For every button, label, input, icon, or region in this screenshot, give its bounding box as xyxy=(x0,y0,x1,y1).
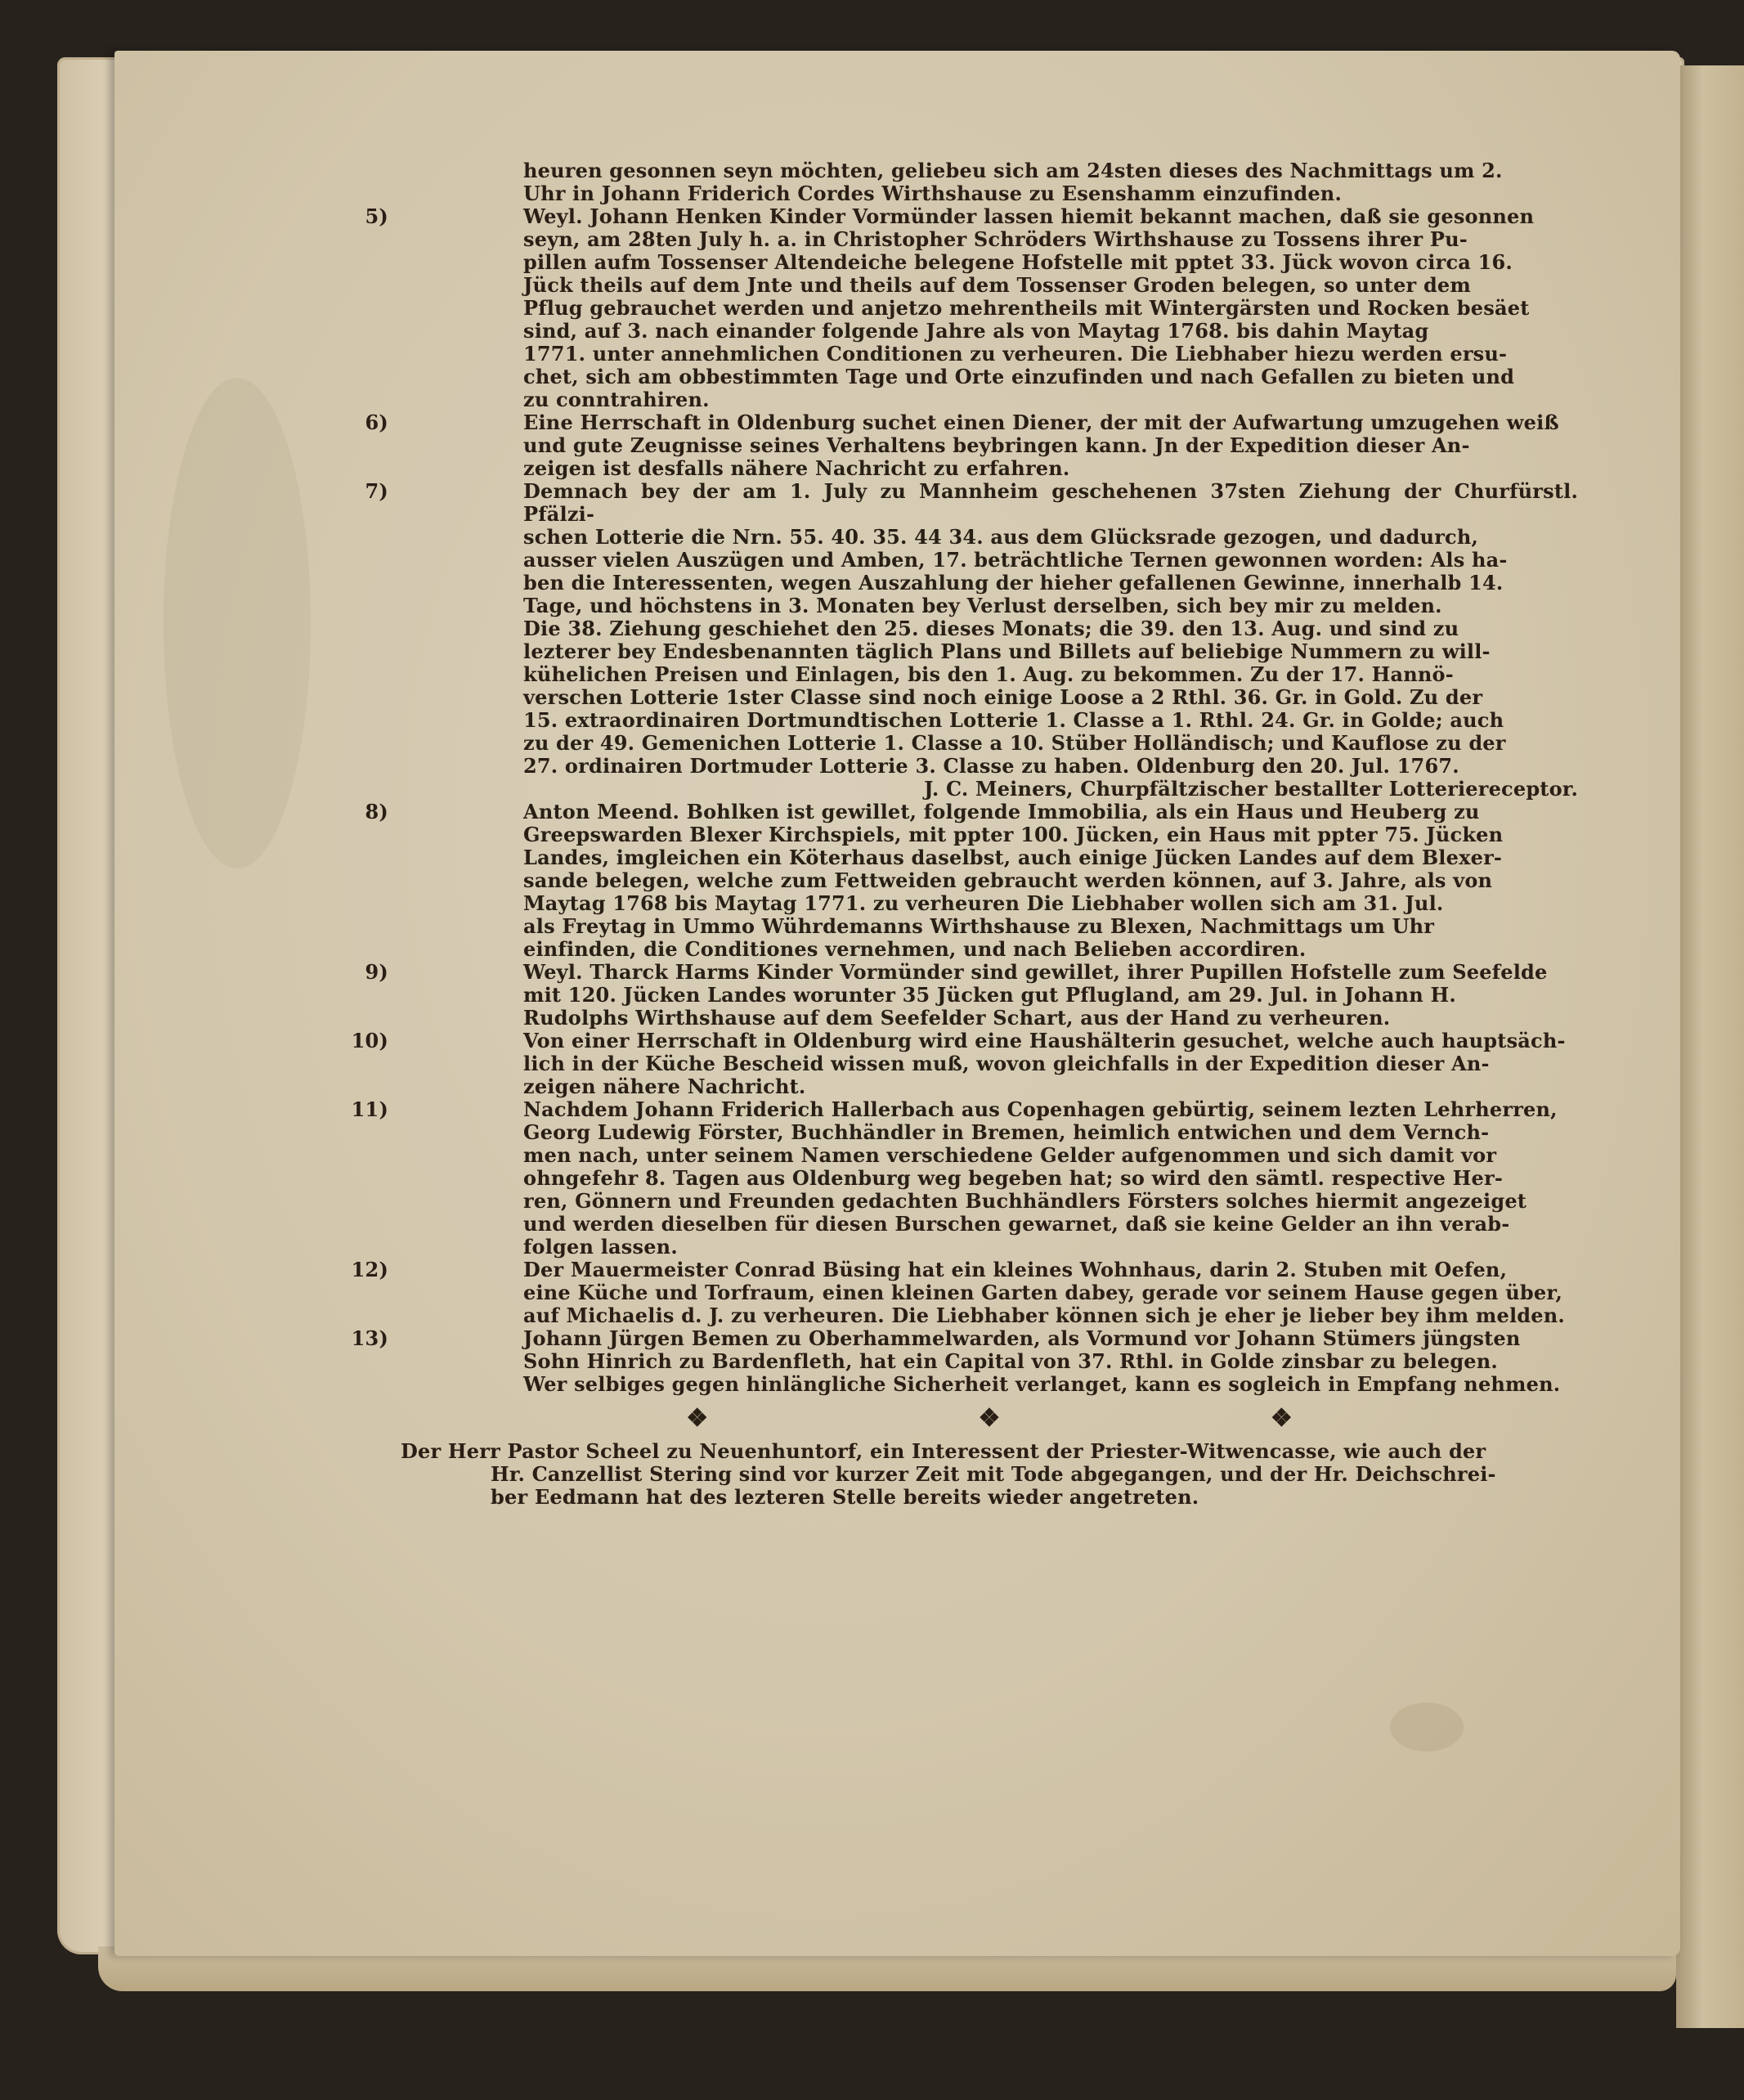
text-line: Jück theils auf dem Jnte und theils auf dem Tossenser Groden belegen, so unter dem xyxy=(523,273,1471,297)
text-line: Der Mauermeister Conrad Büsing hat ein kleines Wohnhaus, darin 2. Stuben mit Oefen, xyxy=(523,1258,1508,1281)
ornament-divider: ❖ ❖ ❖ xyxy=(686,1404,1423,1433)
announcement-entry xyxy=(365,960,1578,1030)
death-notice xyxy=(401,1440,1578,1509)
announcement-entry xyxy=(365,411,1578,480)
text-line: Maytag 1768 bis Maytag 1771. zu verheuren Die Liebhaber wollen sich am 31. Jul. xyxy=(523,891,1444,915)
text-line: Eine Herrschaft in Oldenburg suchet einen Diener, der mit der Aufwartung umzugehen weiß xyxy=(523,411,1559,434)
signature-line: J. C. Meiners, Churpfältzischer bestallter Lotteriereceptor. xyxy=(924,777,1578,801)
text-line: chet, sich am obbestimmten Tage und Orte einzufinden und nach Gefallen zu bieten und xyxy=(523,365,1515,388)
entry-number: 7) xyxy=(365,479,388,503)
announcement-entry xyxy=(351,1258,1578,1327)
text-line: ohngefehr 8. Tagen aus Oldenburg weg begeben hat; so wird den sämtl. respective Her- xyxy=(523,1166,1503,1190)
text-line: verschen Lotterie 1ster Classe sind noch einige Loose a 2 Rthl. 36. Gr. in Gold. Zu der xyxy=(523,685,1483,709)
text-line: auf Michaelis d. J. zu verheuren. Die Liebhaber können sich je eher je lieber bey ihm melden. xyxy=(523,1304,1565,1327)
text-line: mit 120. Jücken Landes worunter 35 Jücken gut Pflugland, am 29. Jul. in Johann H. xyxy=(523,983,1456,1007)
announcement-entry xyxy=(365,204,1578,411)
text-line: zeigen nähere Nachricht. xyxy=(523,1075,806,1098)
text-line: pillen aufm Tossenser Altendeiche belegene Hofstelle mit pptet 33. Jück wovon circa 16. xyxy=(523,250,1513,274)
entry-number: 12) xyxy=(351,1258,388,1281)
text-line: Johann Jürgen Bemen zu Oberhammelwarden, als Vormund vor Johann Stümers jüngsten xyxy=(523,1326,1521,1350)
text-line: Rudolphs Wirthshause auf dem Seefelder Schart, aus der Hand zu verheuren. xyxy=(523,1006,1391,1030)
intro-paragraph xyxy=(523,159,1578,205)
text-line: folgen lassen. xyxy=(523,1235,678,1259)
text-line: Die 38. Ziehung geschiehet den 25. dieses Monats; die 39. den 13. Aug. und sind zu xyxy=(523,617,1459,640)
text-line: lezterer bey Endesbenannten täglich Plans und Billets auf beliebige Nummern zu will- xyxy=(523,639,1491,663)
text-line: sande belegen, welche zum Fettweiden gebraucht werden können, auf 3. Jahre, als von xyxy=(523,868,1493,892)
paper-stain xyxy=(1390,1703,1464,1752)
text-line: 15. extraordinairen Dortmundtischen Lotterie 1. Classe a 1. Rthl. 24. Gr. in Golde; auch xyxy=(523,708,1504,732)
entry-number: 5) xyxy=(365,204,388,228)
text-line: Hr. Canzellist Stering sind vor kurzer Zeit mit Tode abgegangen, und der Hr. Deichschrei- xyxy=(491,1462,1496,1486)
text-line: men nach, unter seinem Namen verschiedene Gelder aufgenommen und sich damit vor xyxy=(523,1143,1497,1167)
text-line: Georg Ludewig Förster, Buchhändler in Bremen, heimlich entwichen und dem Vernch- xyxy=(523,1120,1490,1144)
entry-number: 9) xyxy=(365,960,388,984)
text-line: 1771. unter annehmlichen Conditionen zu verheuren. Die Liebhaber hiezu werden ersu- xyxy=(523,342,1508,366)
text-line: eine Küche und Torfraum, einen kleinen Garten dabey, gerade vor seinem Hause gegen über, xyxy=(523,1281,1563,1304)
text-line: zu der 49. Gemenichen Lotterie 1. Classe a 10. Stüber Holländisch; und Kauflose zu der xyxy=(523,731,1506,755)
text-line: Uhr in Johann Friderich Cordes Wirthshause zu Esenshamm einzufinden. xyxy=(523,182,1342,205)
entry-number: 8) xyxy=(365,800,388,823)
text-line: ben die Interessenten, wegen Auszahlung der hieher gefallenen Gewinne, innerhalb 14. xyxy=(523,571,1504,595)
announcement-list xyxy=(351,204,1578,1396)
text-line: als Freytag in Ummo Wührdemanns Wirthshause zu Blexen, Nachmittags um Uhr xyxy=(523,914,1435,938)
text-line: Nachdem Johann Friderich Hallerbach aus Copenhagen gebürtig, seinem lezten Lehrherren, xyxy=(523,1097,1558,1121)
entry-number: 6) xyxy=(365,411,388,434)
text-line: Tage, und höchstens in 3. Monaten bey Verlust derselben, sich bey mir zu melden. xyxy=(523,594,1442,617)
announcement-entry xyxy=(351,1326,1578,1396)
text-line: lich in der Küche Bescheid wissen muß, wovon gleichfalls in der Expedition dieser An- xyxy=(523,1052,1490,1075)
text-line: ren, Gönnern und Freunden gedachten Buchhändlers Försters solches hiermit angezeiget xyxy=(523,1189,1527,1213)
text-line: Wer selbiges gegen hinlängliche Sicherheit verlanget, kann es sogleich in Empfang nehmen. xyxy=(523,1372,1561,1396)
text-line: Demnach bey der am 1. July zu Mannheim geschehenen 37sten Ziehung der Churfürstl. Pfälzi- xyxy=(523,479,1578,526)
announcement-entry xyxy=(365,479,1578,801)
text-line: Von einer Herrschaft in Oldenburg wird eine Haushälterin gesuchet, welche auch hauptsäch- xyxy=(523,1029,1566,1052)
text-line: Landes, imgleichen ein Köterhaus daselbst, auch einige Jücken Landes auf dem Blexer- xyxy=(523,846,1503,869)
entry-number: 11) xyxy=(351,1097,388,1121)
text-line: zu conntrahiren. xyxy=(523,388,710,411)
text-line: schen Lotterie die Nrn. 55. 40. 35. 44 34. aus dem Glücksrade gezogen, und dadurch, xyxy=(523,525,1479,549)
text-line: Der Herr Pastor Scheel zu Neuenhuntorf, ein Interessent der Priester-Witwencasse, wie auch der xyxy=(401,1439,1486,1463)
text-line: und werden dieselben für diesen Burschen gewarnet, daß sie keine Gelder an ihn verab- xyxy=(523,1212,1510,1236)
text-line: Weyl. Johann Henken Kinder Vormünder lassen hiemit bekannt machen, daß sie gesonnen xyxy=(523,204,1535,228)
facing-page-edge xyxy=(1676,65,1744,2028)
announcement-entry xyxy=(351,1097,1578,1259)
text-line: ber Eedmann hat des lezteren Stelle bereits wieder angetreten. xyxy=(491,1485,1199,1509)
text-line: ausser vielen Auszügen und Amben, 17. beträchtliche Ternen gewonnen worden: Als ha- xyxy=(523,548,1508,572)
text-line: Sohn Hinrich zu Bardenfleth, hat ein Capital von 37. Rthl. in Golde zinsbar zu belegen. xyxy=(523,1349,1498,1373)
text-line: Weyl. Tharck Harms Kinder Vormünder sind gewillet, ihrer Pupillen Hofstelle zum Seefelde xyxy=(523,960,1548,984)
announcement-entry xyxy=(351,1029,1578,1098)
text-line: und gute Zeugnisse seines Verhaltens beybringen kann. Jn der Expedition dieser An- xyxy=(523,433,1470,457)
text-line: Pflug gebrauchet werden und anjetzo mehrentheils mit Wintergärsten und Rocken besäet xyxy=(523,296,1530,320)
document-text xyxy=(351,159,1578,1509)
bleed-through-stain xyxy=(164,378,311,868)
announcement-entry xyxy=(365,800,1578,961)
entry-number: 13) xyxy=(351,1326,388,1350)
text-line: einfinden, die Conditiones vernehmen, und nach Belieben accordiren. xyxy=(523,937,1307,961)
text-line: 27. ordinairen Dortmuder Lotterie 3. Classe zu haben. Oldenburg den 20. Jul. 1767. xyxy=(523,754,1459,778)
entry-number: 10) xyxy=(351,1029,388,1052)
text-line: Anton Meend. Bohlken ist gewillet, folgende Immobilia, als ein Haus und Heuberg zu xyxy=(523,800,1480,823)
text-line: Greepswarden Blexer Kirchspiels, mit ppter 100. Jücken, ein Haus mit ppter 75. Jücken xyxy=(523,823,1504,846)
text-line: sind, auf 3. nach einander folgende Jahre als von Maytag 1768. bis dahin Maytag xyxy=(523,319,1429,343)
text-line: zeigen ist desfalls nähere Nachricht zu erfahren. xyxy=(523,456,1070,480)
text-line: seyn, am 28ten July h. a. in Christopher Schröders Wirthshause zu Tossens ihrer Pu- xyxy=(523,227,1468,251)
text-line: heuren gesonnen seyn möchten, geliebeu sich am 24sten dieses des Nachmittags um 2. xyxy=(523,159,1503,182)
text-line: kühelichen Preisen und Einlagen, bis den 1. Aug. zu bekommen. Zu der 17. Hannö- xyxy=(523,662,1454,686)
